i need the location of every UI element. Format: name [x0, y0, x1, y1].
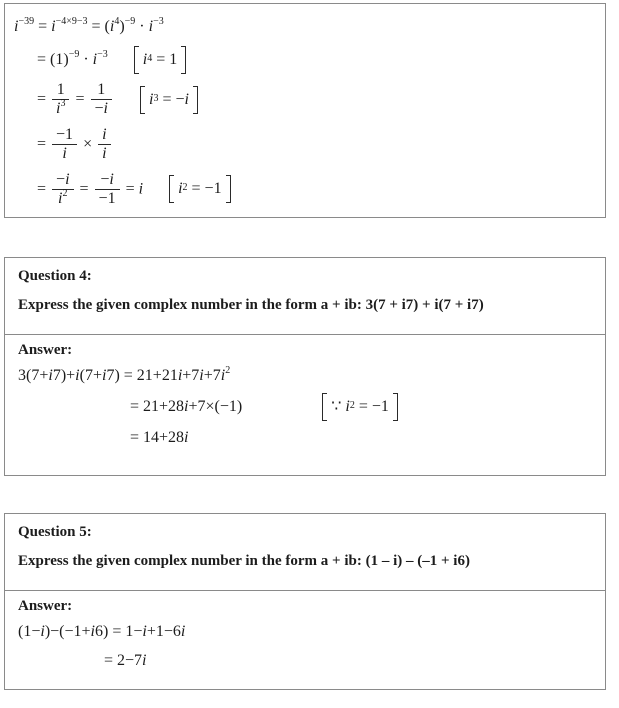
question5-answer-lines — [18, 620, 591, 673]
justification-note: i $^2$ = −1 — [169, 175, 231, 203]
question4-answer-lines — [18, 364, 591, 450]
question5-header — [5, 514, 605, 591]
question4-answer-label: Answer: — [18, 342, 73, 358]
justification-note: i $^3$ = − i — [140, 86, 198, 114]
math-line: $3(7+i7)+i(7+i7) = 21+21i+7i+7i^2$ — [18, 364, 231, 384]
math-line: = $(1)^{-9} \cdot i^{-3}$ i $^4$ = 1 — [37, 46, 595, 74]
math-line: = $\frac{1}{i^3}$ = $\frac{1}{-i}$ i $^3$ = − i — [37, 81, 595, 119]
math-line: = 2−7i — [104, 652, 147, 669]
derivation-lines — [14, 15, 595, 208]
math-line: (1−i)−(−1+i6) = 1−i+1−6i — [18, 623, 186, 640]
question4-box — [4, 257, 606, 476]
math-line: = $\frac{-1}{i}$ × $\frac{i}{i}$ — [37, 126, 595, 164]
justification-note: ∵ i $^2$ = −1 — [322, 393, 398, 421]
question5-answer-section — [5, 591, 605, 673]
question5-answer-label: Answer: — [18, 598, 73, 614]
solutions-page — [0, 3, 619, 690]
question5-title: Question 5: — [18, 524, 92, 540]
math-line: = $\frac{-i}{i^2}$ = $\frac{-i}{-1}$ = i i $^2$ = −1 — [37, 171, 595, 209]
question4-title: Question 4: — [18, 268, 92, 284]
math-line: $i^{-39} = i^{-4\times 9-3} = (i^4)^{-9} \cdot i^{-3}$ — [14, 15, 164, 35]
question5-prompt: Express the given complex number in the form a + ib: (1 – i) – (–1 + i6) — [18, 553, 470, 569]
justification-note: i $^4$ = 1 — [134, 46, 186, 74]
math-line: = 21+28i+7×(−1) ∵ i $^2$ = −1 — [130, 393, 591, 421]
question5-box — [4, 513, 606, 690]
derivation-box — [4, 3, 606, 218]
math-line: = 14+28i — [130, 429, 189, 446]
question4-header — [5, 258, 605, 335]
question4-prompt: Express the given complex number in the form a + ib: 3(7 + i7) + i(7 + i7) — [18, 297, 484, 313]
question4-answer-section — [5, 335, 605, 450]
